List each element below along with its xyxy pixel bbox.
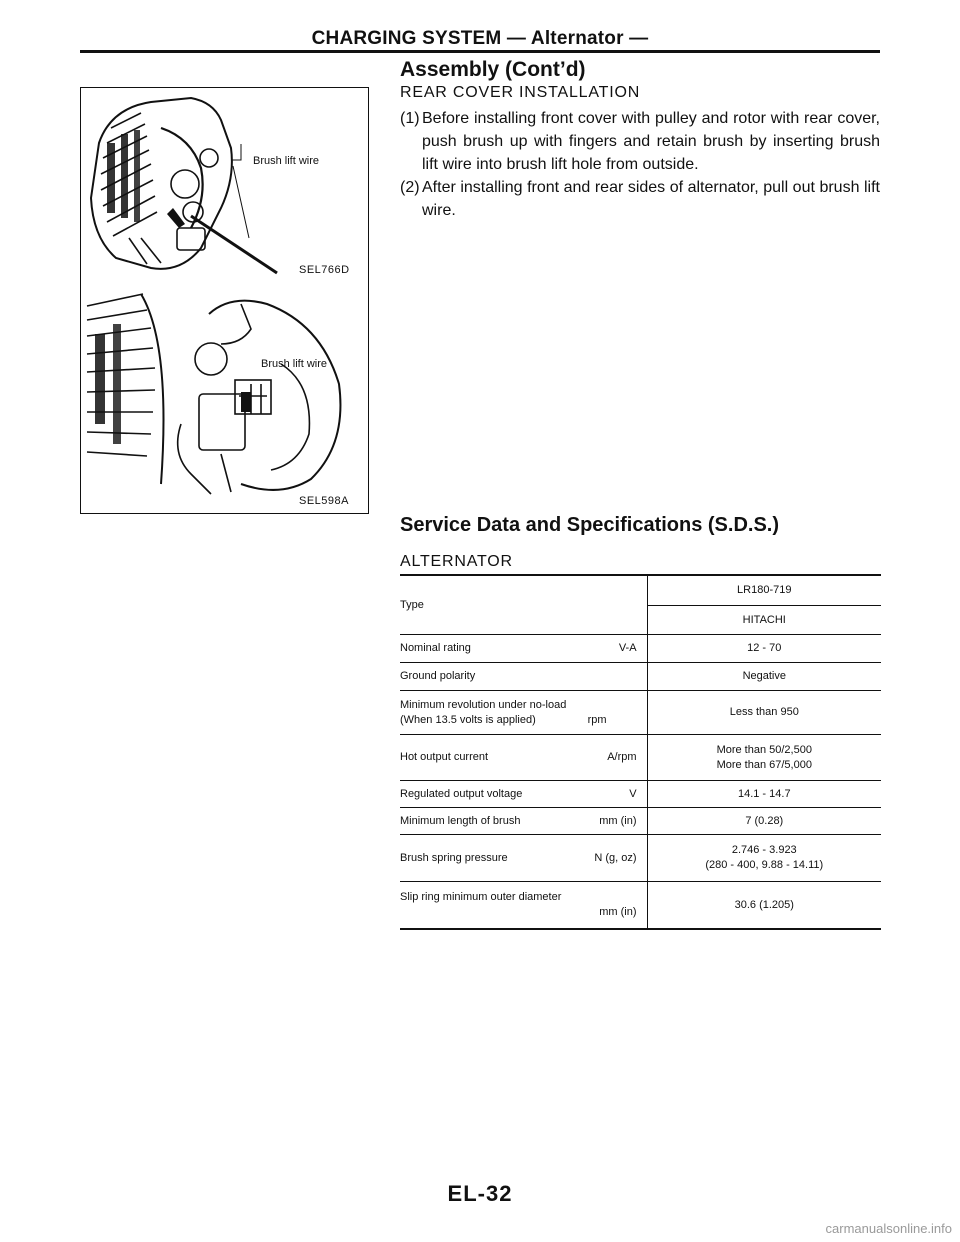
- row-label: Type: [400, 598, 424, 611]
- row-value: More than 67/5,000: [716, 758, 812, 771]
- table-row: [400, 663, 881, 691]
- alternator-illustration-1: [81, 88, 367, 278]
- row-value: LR180-719: [647, 575, 881, 606]
- row-unit: [637, 598, 641, 613]
- page-number: EL-32: [447, 1181, 513, 1206]
- figure2-code: SEL598A: [299, 495, 349, 507]
- row-unit: mm (in): [599, 906, 637, 918]
- row-label: Brush spring pressure: [400, 851, 508, 864]
- subsection-title-rear-cover: REAR COVER INSTALLATION: [400, 84, 641, 101]
- table-row: [400, 735, 881, 781]
- row-label: Hot output current: [400, 751, 489, 763]
- row-value: Less than 950: [729, 706, 799, 718]
- row-unit: [637, 669, 641, 684]
- step-text: Before installing front cover with pulley and rotor with rear cover, push brush up with fingers and retain brush by inserting brush lift wire into brush lift hole from outside.: [422, 110, 880, 173]
- instruction-step: [400, 176, 880, 222]
- header-rule: [80, 50, 880, 53]
- row-value: 12 - 70: [747, 642, 782, 654]
- row-unit: mm (in): [599, 814, 637, 827]
- row-value: More than 50/2,500: [716, 743, 812, 756]
- figure-box: [80, 87, 369, 514]
- row-value: (280 - 400, 9.88 - 14.11): [705, 859, 824, 871]
- step-number: (1): [400, 110, 420, 127]
- step-text: After installing front and rear sides of alternator, pull out brush lift wire.: [422, 179, 880, 219]
- table-row: [400, 808, 881, 835]
- row-value: Negative: [742, 670, 786, 682]
- table-row: [400, 882, 881, 930]
- row-value: 7 (0.28): [745, 814, 784, 827]
- figure1-callout: Brush lift wire: [253, 155, 320, 167]
- row-value: 30.6 (1.205): [734, 898, 794, 911]
- table-row: [400, 691, 881, 735]
- page-header: CHARGING SYSTEM — Alternator —: [311, 28, 649, 49]
- table-row: [400, 575, 881, 606]
- row-label: Minimum length of brush: [400, 814, 521, 827]
- table-row: [400, 781, 881, 808]
- row-value: 14.1 - 14.7: [737, 787, 791, 800]
- instruction-step: [400, 107, 880, 176]
- watermark: carmanualsonline.info: [825, 1221, 952, 1236]
- row-value: HITACHI: [742, 613, 786, 626]
- row-label: Nominal rating: [400, 642, 471, 654]
- row-label: Minimum revolution under no-load: [400, 698, 567, 711]
- row-label: Ground polarity: [400, 670, 476, 682]
- alternator-illustration-2: [81, 284, 367, 499]
- table-row: [400, 635, 881, 663]
- step-number: (2): [400, 179, 420, 196]
- row-unit: V-A: [618, 642, 637, 654]
- row-label-line2: (When 13.5 volts is applied): [400, 713, 536, 726]
- row-label: Slip ring minimum outer diameter: [400, 891, 562, 903]
- row-value: 2.746 - 3.923: [731, 844, 797, 856]
- section-title-assembly: Assembly (Cont’d): [400, 58, 586, 81]
- sds-table: [400, 574, 881, 930]
- subsection-title-alternator: ALTERNATOR: [400, 553, 513, 570]
- section-title-sds: Service Data and Specifications (S.D.S.): [400, 514, 780, 536]
- row-unit: N (g, oz): [594, 851, 637, 864]
- row-unit: A/rpm: [607, 751, 637, 763]
- row-unit: rpm: [587, 713, 607, 726]
- table-row: [400, 835, 881, 882]
- row-label: Regulated output voltage: [400, 787, 523, 800]
- row-unit: V: [629, 787, 637, 800]
- figure1-code: SEL766D: [299, 264, 350, 276]
- figure2-callout: Brush lift wire: [261, 358, 328, 370]
